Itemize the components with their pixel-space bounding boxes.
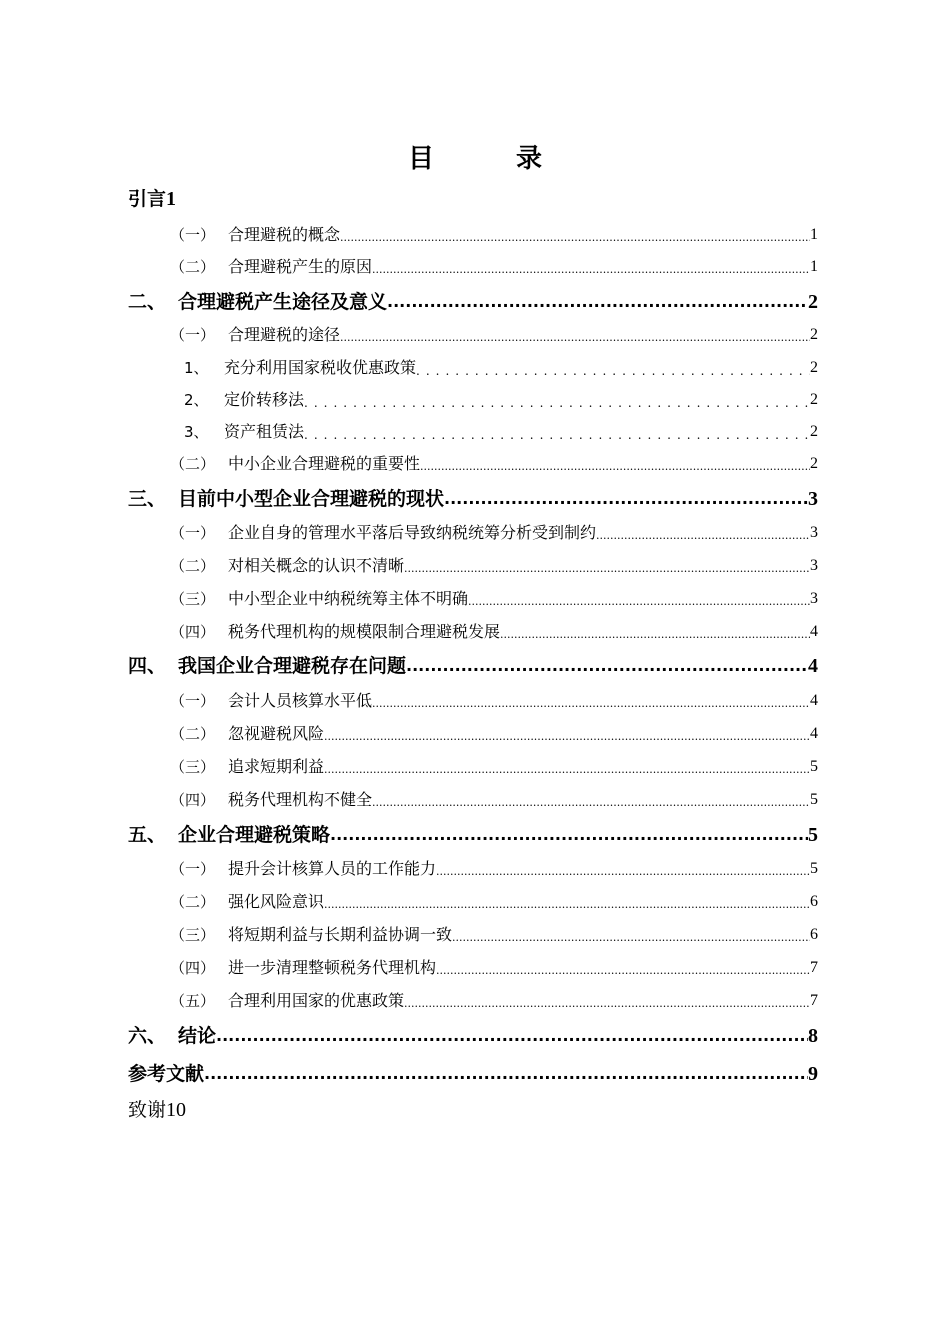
dot-leader — [404, 996, 810, 1012]
toc-entry-label: 税务代理机构不健全 — [228, 790, 373, 809]
toc-heading-label: 目前中小型企业合理避税的现状 — [178, 488, 445, 510]
toc-entry-num: （二） — [170, 258, 216, 276]
toc-entry-3-3[interactable] — [170, 588, 818, 610]
toc-entry-page: 4 — [810, 623, 818, 640]
toc-entry-5-5[interactable] — [170, 990, 818, 1012]
toc-entry-label: 引言 — [128, 188, 167, 210]
toc-entry-4-3[interactable] — [170, 756, 818, 778]
toc-entry-page: 1 — [166, 188, 177, 210]
toc-entry-label: 合理利用国家的优惠政策 — [228, 991, 405, 1010]
toc-entry-page: 1 — [810, 258, 818, 275]
toc-entry-label: 致谢 — [128, 1099, 167, 1121]
toc-subentry-label: 充分利用国家税收优惠政策 — [224, 358, 417, 377]
toc-entry-label: 税务代理机构的规模限制合理避税发展 — [228, 622, 501, 641]
toc-entry-label: 追求短期利益 — [228, 757, 325, 776]
toc-heading-page: 4 — [808, 655, 818, 677]
toc-entry-page: 10 — [166, 1099, 187, 1121]
toc-subentry-2-1-2[interactable] — [184, 389, 818, 411]
toc-heading-page: 9 — [808, 1063, 818, 1085]
toc-subentry-2-1-3[interactable] — [184, 421, 818, 443]
toc-heading-page: 5 — [808, 824, 818, 846]
toc-subentry-2-1-1[interactable] — [184, 357, 818, 379]
toc-entry-5-2[interactable] — [170, 891, 818, 913]
dot-leader — [406, 653, 808, 679]
toc-subentry-page: 2 — [810, 359, 818, 376]
toc-entry-num: （二） — [170, 725, 216, 743]
dot-leader — [468, 594, 810, 610]
toc-entry-label: 强化风险意识 — [228, 892, 325, 911]
toc-heading-num: 二、 — [128, 291, 167, 313]
dot-leader — [452, 930, 810, 946]
dot-leader — [372, 795, 810, 811]
toc-subentry-page: 2 — [810, 423, 818, 440]
toc-entry-num: （四） — [170, 959, 216, 977]
toc-entry-5-4[interactable] — [170, 957, 818, 979]
toc-entry-2-2[interactable] — [170, 453, 818, 475]
toc-entry-page: 7 — [810, 992, 818, 1009]
toc-entry-label: 合理避税产生的原因 — [228, 257, 373, 276]
dot-leader — [372, 696, 810, 712]
dot-leader — [324, 762, 810, 778]
toc-entry-page: 6 — [810, 926, 818, 943]
toc-entry-page: 2 — [810, 455, 818, 472]
toc-entry-num: （五） — [170, 992, 216, 1010]
toc-heading-page: 2 — [808, 291, 818, 313]
toc-entry-num: （一） — [170, 524, 216, 542]
toc-entry-label: 对相关概念的认识不清晰 — [228, 556, 405, 575]
toc-entry-page: 5 — [810, 860, 818, 877]
dot-leader — [420, 459, 810, 475]
toc-entry-num: （二） — [170, 893, 216, 911]
toc-heading-label: 合理避税产生途径及意义 — [178, 291, 388, 313]
toc-entry-4-1[interactable] — [170, 690, 818, 712]
toc-entry-page: 5 — [810, 791, 818, 808]
toc-entry-1-1[interactable] — [170, 224, 818, 246]
dot-leader — [330, 822, 808, 848]
toc-heading-6[interactable] — [128, 1023, 818, 1049]
toc-entry-label: 会计人员核算水平低 — [228, 691, 373, 710]
toc-entry-4-4[interactable] — [170, 789, 818, 811]
toc-entry-3-1[interactable] — [170, 522, 818, 544]
dot-leader — [204, 1061, 808, 1087]
toc-entry-num: （一） — [170, 860, 216, 878]
dot-leader — [387, 289, 808, 315]
toc-entry-5-1[interactable] — [170, 858, 818, 880]
toc-entry-page: 7 — [810, 959, 818, 976]
toc-entry-page: 6 — [810, 893, 818, 910]
toc-heading-4[interactable] — [128, 653, 818, 679]
toc-subentry-num: 3、 — [184, 423, 209, 441]
toc-entry-intro[interactable] — [128, 186, 176, 212]
toc-entry-num: （四） — [170, 623, 216, 641]
toc-entry-label: 进一步清理整顿税务代理机构 — [228, 958, 437, 977]
toc-entry-num: （一） — [170, 326, 216, 344]
toc-entry-thanks[interactable] — [128, 1097, 186, 1123]
toc-entry-label: 忽视避税风险 — [228, 724, 325, 743]
toc-entry-num: （三） — [170, 758, 216, 776]
toc-entry-2-1[interactable] — [170, 324, 818, 346]
toc-heading-label: 参考文献 — [128, 1063, 205, 1085]
dot-leader — [500, 627, 810, 643]
toc-entry-3-2[interactable] — [170, 555, 818, 577]
toc-heading-num: 六、 — [128, 1025, 167, 1047]
toc-subentry-num: 2、 — [184, 391, 209, 409]
toc-entry-num: （一） — [170, 226, 216, 244]
toc-entry-page: 2 — [810, 326, 818, 343]
toc-entry-num: （三） — [170, 926, 216, 944]
toc-entry-label: 中小型企业中纳税统筹主体不明确 — [228, 589, 469, 608]
toc-entry-page: 1 — [810, 226, 818, 243]
toc-entry-page: 3 — [810, 524, 818, 541]
toc-heading-page: 8 — [808, 1025, 818, 1047]
toc-entry-page: 5 — [810, 758, 818, 775]
dot-leader — [436, 864, 810, 880]
dot-leader — [304, 427, 810, 443]
toc-entry-label: 将短期利益与长期利益协调一致 — [228, 925, 453, 944]
toc-entry-num: （三） — [170, 590, 216, 608]
dot-leader — [444, 486, 808, 512]
toc-entry-1-2[interactable] — [170, 256, 818, 278]
dot-leader — [372, 262, 810, 278]
toc-heading-2[interactable] — [128, 289, 818, 315]
toc-entry-page: 3 — [810, 590, 818, 607]
dot-leader — [436, 963, 810, 979]
toc-entry-5-3[interactable] — [170, 924, 818, 946]
dot-leader — [340, 330, 810, 346]
dot-leader — [416, 363, 810, 379]
toc-subentry-label: 定价转移法 — [224, 390, 305, 409]
dot-leader — [324, 729, 810, 745]
toc-heading-page: 3 — [808, 488, 818, 510]
toc-entry-num: （二） — [170, 455, 216, 473]
toc-entry-num: （一） — [170, 692, 216, 710]
toc-entry-label: 中小企业合理避税的重要性 — [228, 454, 421, 473]
toc-heading-3[interactable] — [128, 486, 818, 512]
dot-leader — [304, 395, 810, 411]
toc-entry-label: 合理避税的概念 — [228, 225, 341, 244]
toc-entry-page: 4 — [810, 692, 818, 709]
toc-entry-4-2[interactable] — [170, 723, 818, 745]
toc-heading-label: 结论 — [178, 1025, 217, 1047]
dot-leader — [216, 1023, 808, 1049]
toc-entry-label: 企业自身的管理水平落后导致纳税统筹分析受到制约 — [228, 523, 597, 542]
toc-entry-num: （二） — [170, 557, 216, 575]
toc-entry-page: 4 — [810, 725, 818, 742]
toc-heading-label: 我国企业合理避税存在问题 — [178, 655, 407, 677]
toc-heading-num: 三、 — [128, 488, 167, 510]
toc-subentry-page: 2 — [810, 391, 818, 408]
toc-entry-3-4[interactable] — [170, 621, 818, 643]
toc-subentry-num: 1、 — [184, 359, 209, 377]
toc-entry-num: （四） — [170, 791, 216, 809]
toc-heading-num: 四、 — [128, 655, 167, 677]
toc-subentry-label: 资产租赁法 — [224, 422, 305, 441]
toc-heading-5[interactable] — [128, 822, 818, 848]
toc-entry-page: 3 — [810, 557, 818, 574]
dot-leader — [324, 897, 810, 913]
toc-heading-label: 企业合理避税策略 — [178, 824, 331, 846]
dot-leader — [340, 230, 810, 246]
toc-entry-label: 提升会计核算人员的工作能力 — [228, 859, 437, 878]
dot-leader — [404, 561, 810, 577]
toc-entry-label: 合理避税的途径 — [228, 325, 341, 344]
toc-heading-num: 五、 — [128, 824, 167, 846]
dot-leader — [596, 528, 810, 544]
toc-title: 目 录 — [407, 144, 570, 174]
toc-heading-references[interactable] — [128, 1061, 818, 1087]
